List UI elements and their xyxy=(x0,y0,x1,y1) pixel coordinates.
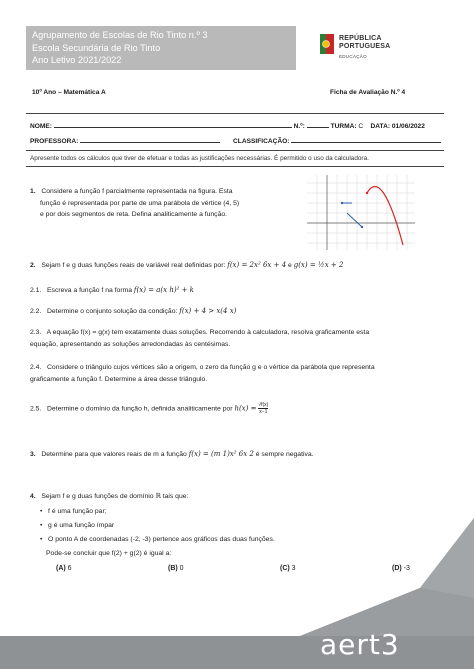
question-2-1: 2.1. Escreva a função f na forma f(x) = a(x h)² + k xyxy=(30,286,194,294)
republica-portuguesa-logo xyxy=(320,28,430,68)
divider xyxy=(26,150,444,151)
parabola-endpoint xyxy=(366,192,368,194)
footer-shape xyxy=(0,518,474,669)
number-label: N.º: xyxy=(293,123,305,130)
name-field[interactable] xyxy=(54,121,292,128)
question-2-5: 2.5. Determine o domínio da função h, definida analiticamente por h(x) = $\frac{√f(x)}{x-1}$ xyxy=(30,402,269,415)
question-2-4: 2.4. Considere o triângulo cujos vértices são a origem, o zero da função g e o vértice da parábola que representa graficamente a função f. Determine a área desse triângulo. xyxy=(30,364,375,383)
function-graph xyxy=(307,175,415,250)
question-number: 3. xyxy=(30,451,36,458)
footer-band xyxy=(0,518,474,669)
name-label: NOME: xyxy=(30,123,52,130)
sheet-title: Ficha de Avaliação N.º 4 xyxy=(330,89,406,96)
student-fields-row xyxy=(30,121,450,130)
question-3: 3. Determine para que valores reais de m a função f(x) = (m 1)x² 6x 2 é sempre negativa. xyxy=(30,450,314,458)
divider xyxy=(26,166,444,167)
bullet-item: • f é uma função par; xyxy=(40,508,107,515)
date-label: DATA: xyxy=(370,123,391,130)
question-4: 4. Sejam f e g duas funções de domínio ℝ tais que: xyxy=(30,493,189,500)
date-value: 01/06/2022 xyxy=(391,123,425,130)
school-group-name: Agrupamento de Escolas de Rio Tinto n.º 3 xyxy=(32,30,208,40)
option-a[interactable]: (A) 6 xyxy=(56,565,72,572)
bullet-item: • g é uma função ímpar xyxy=(40,522,115,529)
course-title: 10º Ano – Matemática A xyxy=(32,89,106,96)
logo-text: REPÚBLICA PORTUGUESA xyxy=(339,35,391,50)
teacher-fields-row xyxy=(30,136,450,145)
school-year: Ano Letivo 2021/2022 xyxy=(32,55,122,65)
question-2: 2. Sejam f e g duas funções reais de variável real definidas por: f(x) = 2x² 6x + 4 e g(x) = ½x + 2 xyxy=(30,261,344,269)
question-2-3: 2.3. A equação f(x) = g(x) tem exatamente duas soluções. Recorrendo à calculadora, resolva graficamente esta equação, apresentando as soluções arredondadas às centésimas. xyxy=(30,329,370,348)
segment-endpoint xyxy=(361,226,363,228)
class-value: C xyxy=(358,123,364,130)
flag-icon xyxy=(320,34,334,54)
question-number: 2. xyxy=(30,262,36,269)
option-c[interactable]: (C) 3 xyxy=(280,565,296,572)
question-4-ask: Pode-se concluir que f(2) + g(2) é igual a: xyxy=(46,550,172,557)
divider xyxy=(26,113,444,114)
segment-endpoint xyxy=(341,202,343,204)
grid xyxy=(307,175,415,250)
teacher-label: PROFESSORA: xyxy=(30,138,79,145)
parabola-curve xyxy=(367,187,403,246)
f-definition: f(x) = 2x² 6x + 4 xyxy=(227,261,287,269)
bullet-item: • O ponto A de coordenadas (-2, -3) pertence aos gráficos das duas funções. xyxy=(40,536,275,543)
grade-label: CLASSIFICAÇÃO: xyxy=(233,138,290,145)
segment-2 xyxy=(347,213,362,227)
option-d[interactable]: (D) -3 xyxy=(392,565,410,572)
question-1: 1. Considere a função f parcialmente representada na figura. Esta função é representada por parte de uma parábola de vértice (4, 5) e por dois segmentos de reta. Defina analiticamente a função. xyxy=(30,188,240,218)
logo-subtitle: EDUCAÇÃO xyxy=(339,54,367,59)
school-name: Escola Secundária de Rio Tinto xyxy=(32,42,161,53)
question-2-2: 2.2. Determine o conjunto solução da condição: f(x) + 4 > x(4 x) xyxy=(30,307,237,315)
question-number: 4. xyxy=(30,493,36,500)
teacher-field[interactable] xyxy=(80,136,220,143)
g-definition: g(x) = ½x + 2 xyxy=(293,261,344,269)
footer-facet xyxy=(420,518,474,598)
option-b[interactable]: (B) 0 xyxy=(168,565,184,572)
aert3-brand: aert3 xyxy=(320,628,400,661)
number-field[interactable] xyxy=(307,121,329,128)
class-label: TURMA: xyxy=(330,123,357,130)
school-header xyxy=(26,26,296,70)
grade-field[interactable] xyxy=(291,136,441,143)
fraction: $\frac{√f(x)}{x-1}$ xyxy=(258,402,269,415)
instructions: Apresente todos os cálculos que tiver de efetuar e todas as justificações necessárias. É permitido o uso da calculadora. xyxy=(30,155,369,162)
question-number: 1. xyxy=(30,188,36,195)
